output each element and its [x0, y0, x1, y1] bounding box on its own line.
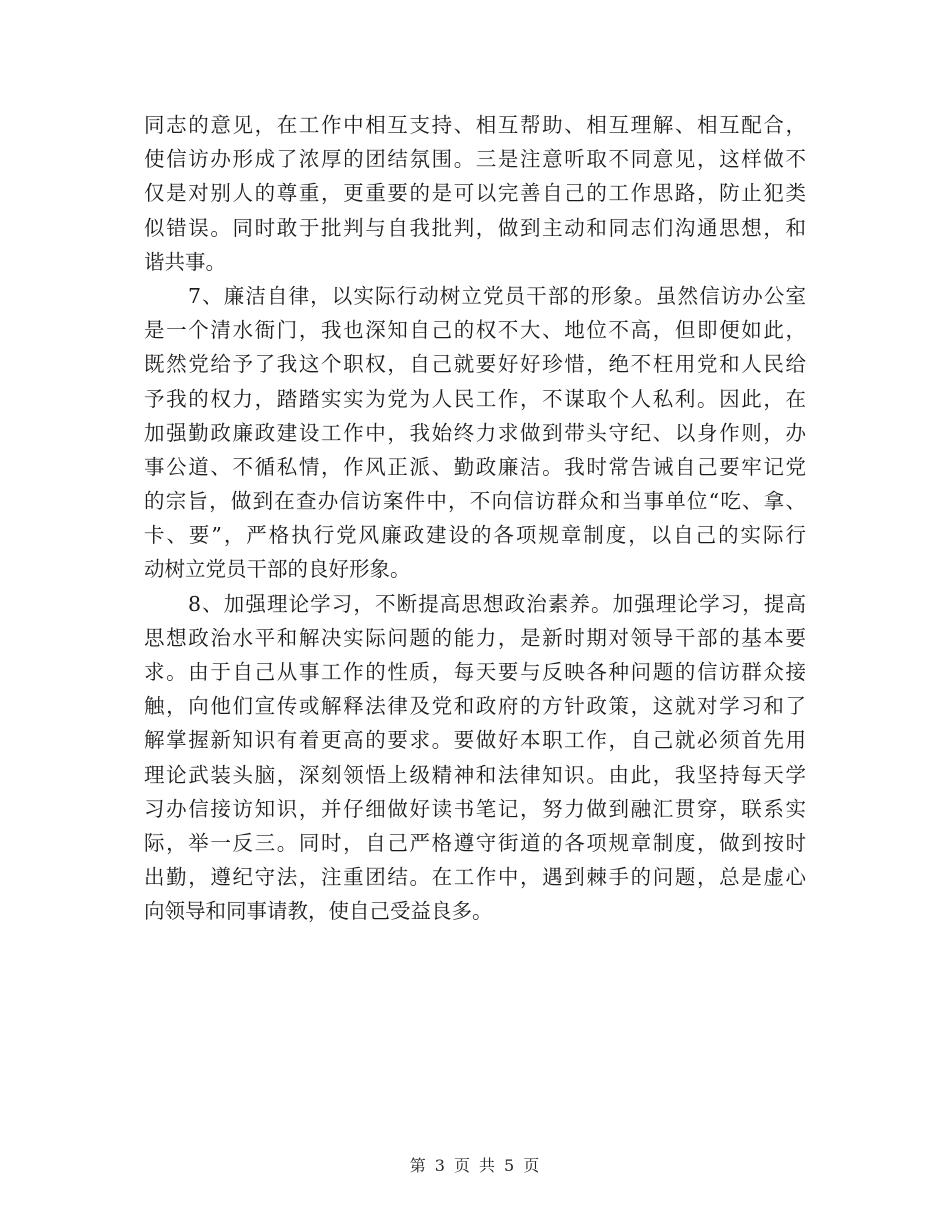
- page-footer: [0, 1153, 950, 1176]
- footer-prefix: 第: [409, 1156, 427, 1175]
- footer-total-pages: 5: [504, 1156, 516, 1175]
- text-line: 使信访办形成了浓厚的团结氛围。三是注意听取不同意见，这样做不: [144, 147, 806, 172]
- footer-suffix: 页: [523, 1156, 541, 1175]
- text-line: 卡、要”，严格执行党风廉政建设的各项规章制度，以自己的实际行: [144, 523, 806, 548]
- text-line: 求。由于自己从事工作的性质，每天要与反映各种问题的信访群众接: [144, 660, 806, 684]
- document-body: [144, 108, 806, 929]
- paragraph: [144, 279, 806, 587]
- text-line: 解掌握新知识有着更高的要求。要做好本职工作，自己就必须首先用: [144, 728, 806, 753]
- text-line: 际，举一反三。同时，自己严格遵守街道的各项规章制度，做到按时: [144, 830, 806, 855]
- text-line: 理论武装头脑，深刻领悟上级精神和法律知识。由此，我坚持每天学: [144, 762, 806, 787]
- text-line: 动树立党员干部的良好形象。: [144, 557, 411, 582]
- footer-page-word: 页: [453, 1156, 471, 1175]
- text-line: 7、廉洁自律，以实际行动树立党员干部的形象。虽然信访办公室: [188, 283, 806, 308]
- text-line: 思想政治水平和解决实际问题的能力，是新时期对领导干部的基本要: [144, 625, 806, 650]
- paragraph: [144, 108, 806, 279]
- footer-total-word: 共: [479, 1156, 497, 1175]
- paragraph: [144, 587, 806, 929]
- text-line: 仅是对别人的尊重，更重要的是可以完善自己的工作思路，防止犯类: [144, 181, 806, 206]
- text-line: 似错误。同时敢于批判与自我批判，做到主动和同志们沟通思想，和: [144, 215, 806, 240]
- text-line: 的宗旨，做到在查办信访案件中，不向信访群众和当事单位“吃、拿、: [144, 489, 806, 514]
- text-line: 予我的权力，踏踏实实为党为人民工作，不谋取个人私利。因此，在: [144, 386, 806, 411]
- text-line: 习办信接访知识，并仔细做好读书笔记，努力做到融汇贯穿，联系实: [144, 796, 806, 821]
- text-line: 向领导和同事请教，使自己受益良多。: [144, 899, 493, 924]
- text-line: 同志的意见，在工作中相互支持、相互帮助、相互理解、相互配合，: [144, 113, 806, 137]
- text-line: 出勤，遵纪守法，注重团结。在工作中，遇到棘手的问题，总是虚心: [144, 865, 806, 890]
- footer-current-page: 3: [434, 1156, 446, 1175]
- text-line: 谐共事。: [144, 249, 226, 274]
- text-line: 加强勤政廉政建设工作中，我始终力求做到带头守纪、以身作则，办: [144, 420, 806, 445]
- text-line: 触，向他们宣传或解释法律及党和政府的方针政策，这就对学习和了: [144, 694, 806, 719]
- text-line: 既然党给予了我这个职权，自己就要好好珍惜，绝不枉用党和人民给: [144, 352, 806, 377]
- text-line: 是一个清水衙门，我也深知自己的权不大、地位不高，但即便如此，: [144, 318, 806, 343]
- text-line: 事公道、不循私情，作风正派、勤政廉洁。我时常告诫自己要牢记党: [144, 454, 806, 479]
- text-line: 8、加强理论学习，不断提高思想政治素养。加强理论学习，提高: [188, 591, 806, 616]
